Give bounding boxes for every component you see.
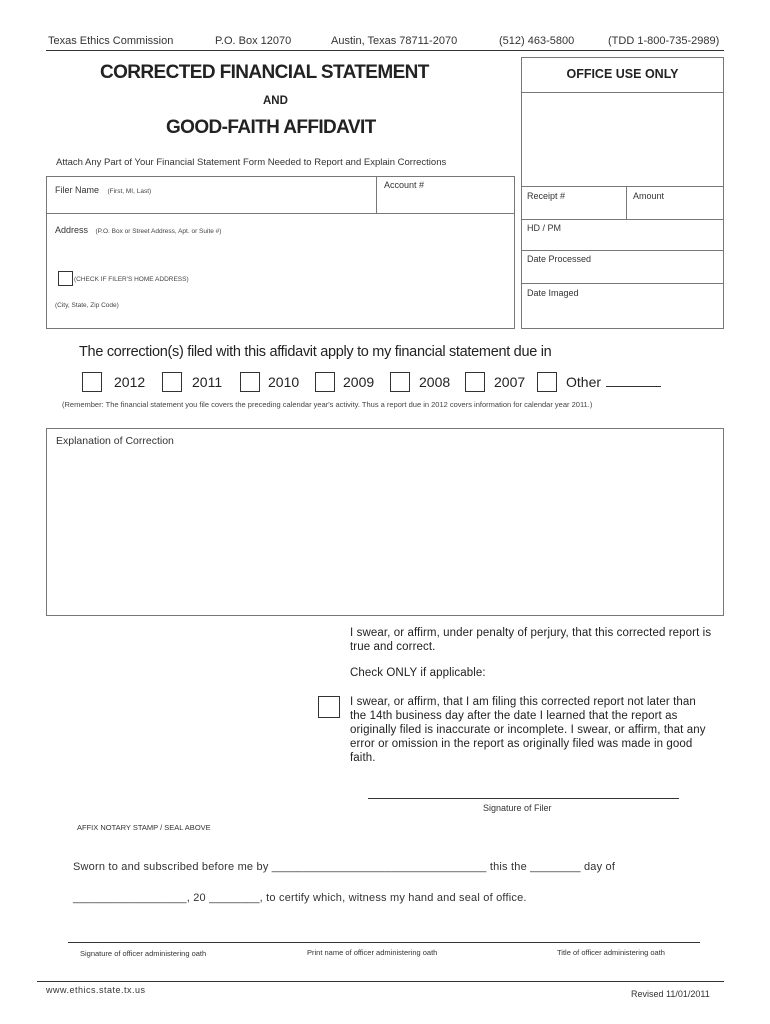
phone-number: (512) 463-5800: [499, 35, 575, 47]
account-number-label: Account #: [384, 180, 425, 190]
account-number-field[interactable]: [384, 180, 510, 212]
officer-title-label: Title of officer administering oath: [557, 948, 665, 957]
office-use-title: OFFICE USE ONLY: [566, 67, 679, 81]
good-faith-checkbox[interactable]: [318, 696, 340, 718]
year-2008-label: 2008: [419, 374, 451, 390]
due-statement: The correction(s) filed with this affidavit apply to my financial statement due in: [79, 344, 552, 360]
year-2007-label: 2007: [494, 374, 526, 390]
office-divider-1: [522, 186, 723, 187]
filer-name-label: Filer Name: [55, 185, 100, 195]
explanation-label: Explanation of Correction: [56, 435, 174, 447]
home-address-label: (CHECK IF FILER'S HOME ADDRESS): [74, 276, 189, 283]
receipt-label: Receipt #: [527, 191, 566, 201]
year-other-checkbox[interactable]: [537, 372, 557, 392]
year-2011-checkbox[interactable]: [162, 372, 182, 392]
city-state-zip-field[interactable]: [55, 294, 510, 326]
year-2012-label: 2012: [114, 374, 146, 390]
form-title-and: AND: [263, 95, 288, 107]
tdd-number: (TDD 1-800-735-2989): [608, 35, 720, 47]
filer-name-field[interactable]: [55, 180, 375, 212]
year-2008-checkbox[interactable]: [390, 372, 410, 392]
agency-name: Texas Ethics Commission: [48, 35, 174, 47]
office-divider-2: [522, 219, 723, 220]
perjury-statement: I swear, or affirm, under penalty of perjury, that this corrected report is true and correct.: [350, 627, 712, 653]
other-year-blank[interactable]: [606, 386, 661, 387]
home-address-checkbox[interactable]: [58, 271, 73, 286]
office-divider-4: [522, 283, 723, 284]
officer-signature-label: Signature of officer administering oath: [80, 949, 207, 958]
year-other-label: Other: [566, 374, 602, 390]
good-faith-statement: I swear, or affirm, that I am filing this corrected report not later than the 14th business day after the date I learned that the report as originally filed is inaccurate or incomplete. I swear, or affirm, that any error or omission in the report as originally filed was made in good faith.: [350, 696, 706, 764]
year-2011-label: 2011: [192, 374, 223, 390]
city-address: Austin, Texas 78711-2070: [331, 35, 458, 47]
form-title-line1: CORRECTED FINANCIAL STATEMENT: [100, 62, 429, 83]
year-2007-checkbox[interactable]: [465, 372, 485, 392]
filer-name-hint: (First, MI, Last): [107, 188, 152, 195]
year-2010-checkbox[interactable]: [240, 372, 260, 392]
attach-instruction: Attach Any Part of Your Financial Statement Form Needed to Report and Explain Corrections: [56, 157, 447, 168]
year-2010-label: 2010: [268, 374, 300, 390]
filer-divider: [47, 213, 514, 214]
sworn-statement: Sworn to and subscribed before me by __________________________________ this the ________ day of: [73, 861, 616, 873]
office-divider-receipt: [626, 186, 627, 219]
officer-print-name-label: Print name of officer administering oath: [307, 948, 438, 957]
certify-statement: __________________, 20 ________, to certify which, witness my hand and seal of office.: [73, 892, 527, 904]
address-field[interactable]: [55, 220, 510, 260]
revised-date: Revised 11/01/2011: [631, 989, 710, 999]
form-title-line2: GOOD-FAITH AFFIDAVIT: [166, 117, 376, 138]
year-2009-label: 2009: [343, 374, 375, 390]
office-divider-3: [522, 250, 723, 251]
hd-pm-label: HD / PM: [527, 223, 562, 233]
office-use-header: [522, 58, 723, 93]
date-imaged-label: Date Imaged: [527, 288, 579, 298]
city-state-zip-hint: (City, State, Zip Code): [55, 302, 119, 309]
address-hint: (P.O. Box or Street Address, Apt. or Suite #): [95, 228, 222, 235]
check-only-label: Check ONLY if applicable:: [350, 667, 486, 679]
officer-signature-line[interactable]: [68, 942, 700, 943]
filer-info-section: [46, 176, 515, 329]
remember-note: (Remember: The financial statement you file covers the preceding calendar year's activity. Thus a report due in 2012 covers information for calendar year 2011.): [62, 400, 593, 409]
website-link[interactable]: www.ethics.state.tx.us: [46, 985, 146, 995]
year-2012-checkbox[interactable]: [82, 372, 102, 392]
address-label: Address: [55, 225, 89, 235]
date-processed-label: Date Processed: [527, 254, 592, 264]
year-2009-checkbox[interactable]: [315, 372, 335, 392]
office-use-section: [521, 57, 724, 329]
filer-signature-label: Signature of Filer: [483, 803, 552, 813]
account-divider: [376, 177, 377, 213]
explanation-field[interactable]: [46, 428, 724, 616]
header-rule: [46, 50, 724, 51]
footer-rule: [37, 981, 724, 982]
filer-signature-line[interactable]: [368, 798, 679, 799]
notary-stamp-label: AFFIX NOTARY STAMP / SEAL ABOVE: [77, 823, 211, 832]
amount-label: Amount: [633, 191, 665, 201]
po-box: P.O. Box 12070: [215, 35, 292, 47]
